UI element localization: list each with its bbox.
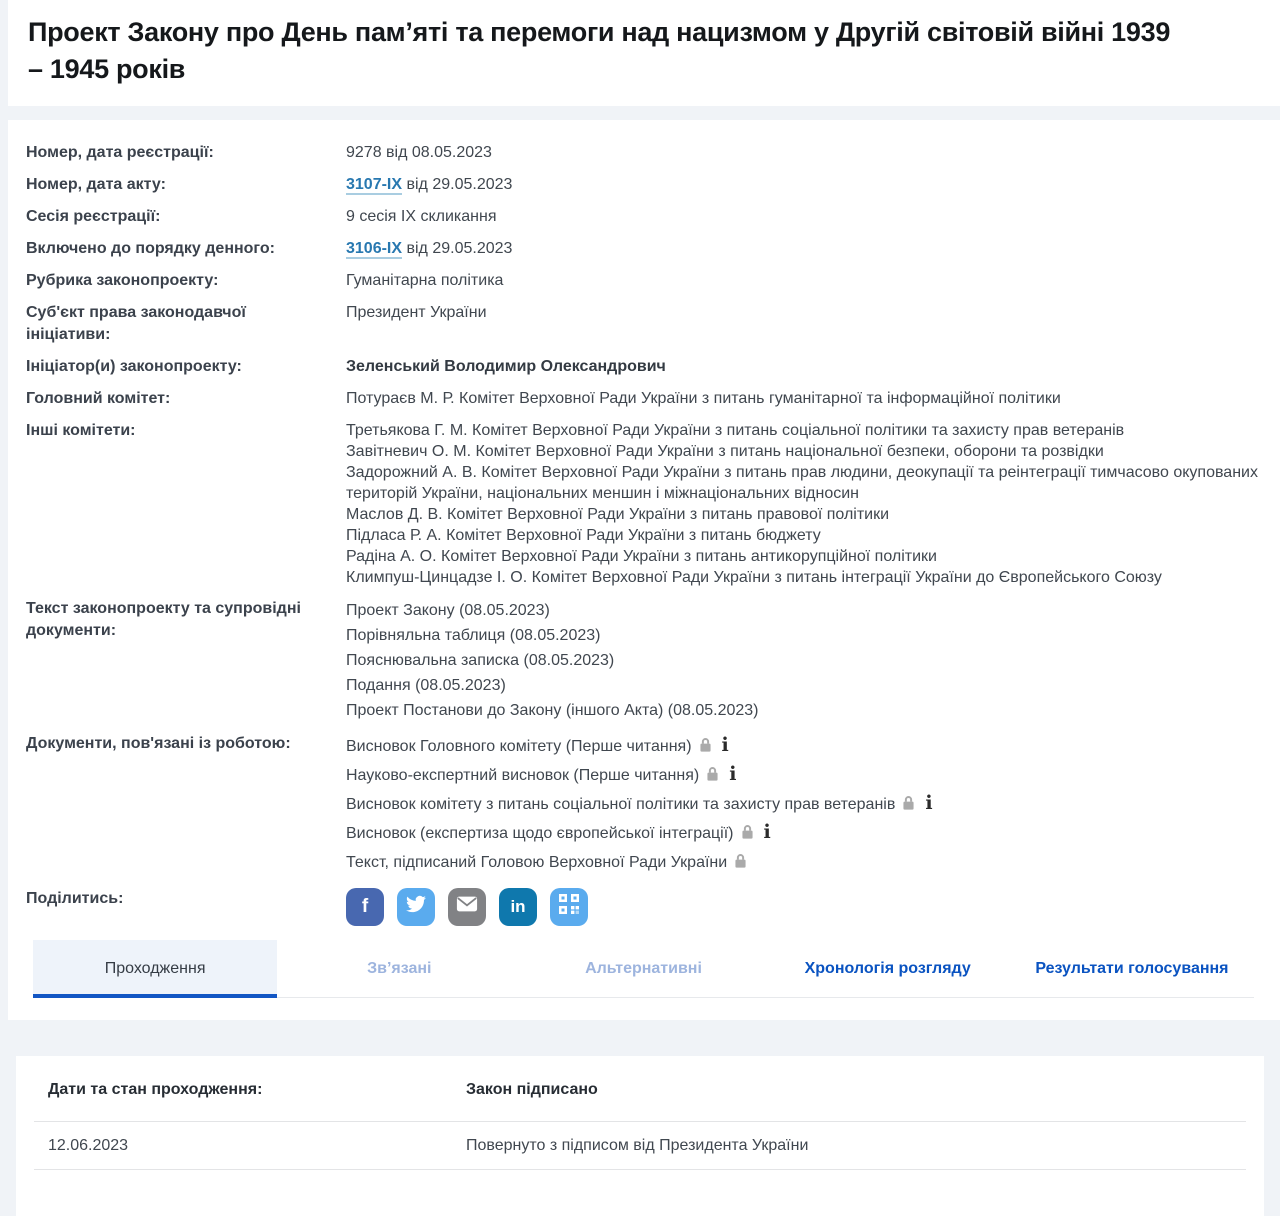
- document-link[interactable]: Пояснювальна записка (08.05.2023): [346, 652, 615, 669]
- row-date: 12.06.2023: [48, 1137, 129, 1154]
- document-link[interactable]: Проект Постанови до Закону (іншого Акта) (08.05.2023): [346, 702, 759, 719]
- lock-icon: [740, 822, 755, 849]
- field-label: Номер, дата реєстрації:: [26, 144, 214, 161]
- field-label: Головний комітет:: [26, 390, 171, 407]
- share-buttons: [346, 888, 588, 926]
- table-divider: [34, 1169, 1246, 1170]
- detail-row-other-committees: [26, 420, 1260, 588]
- linkedin-icon: in: [510, 897, 526, 916]
- detail-row-registration: [26, 142, 1260, 164]
- page-title: Проект Закону про День пам’яті та перемоги над нацизмом у Другій світовій війні 1939 – 1945 років: [28, 17, 1171, 84]
- detail-row-session: [26, 206, 1260, 228]
- act-number-link[interactable]: 3107-IX: [346, 176, 403, 193]
- share-section: [26, 888, 1260, 926]
- detail-row-main-committee: [26, 388, 1260, 410]
- lock-icon: [698, 735, 713, 762]
- field-label: Ініціатор(и) законопроекту:: [26, 358, 242, 375]
- lock-icon: [705, 764, 720, 791]
- field-label: Рубрика законопроекту:: [26, 272, 219, 289]
- related-documents-list: [346, 733, 1260, 878]
- tab-alternatyvni[interactable]: [521, 940, 765, 997]
- related-document-link[interactable]: Текст, підписаний Головою Верховної Ради України: [346, 854, 728, 871]
- field-value: 9278 від 08.05.2023: [346, 144, 492, 161]
- twitter-icon: [406, 894, 426, 920]
- bill-details-section: [8, 120, 1280, 1020]
- field-label: Суб'єкт права законодавчої ініціативи:: [26, 304, 246, 343]
- share-twitter-button[interactable]: [397, 888, 435, 926]
- related-document-link[interactable]: Висновок Головного комітету (Перше читання): [346, 738, 692, 755]
- field-value: Президент України: [346, 304, 487, 321]
- field-label: Поділитись:: [26, 890, 124, 907]
- info-icon[interactable]: i: [729, 763, 737, 785]
- detail-row-related-documents: [26, 733, 1260, 878]
- share-facebook-button[interactable]: [346, 888, 384, 926]
- detail-row-initiator: [26, 356, 1260, 378]
- documents-list: [346, 598, 1260, 723]
- agenda-number-link[interactable]: 3106-IX: [346, 240, 403, 257]
- related-document: [346, 820, 1260, 849]
- detail-row-agenda: [26, 238, 1260, 260]
- tab-zviazani[interactable]: [277, 940, 521, 997]
- row-status: Повернуто з підписом від Президента України: [466, 1137, 809, 1154]
- related-document: [346, 791, 1260, 820]
- committee-item: Третьякова Г. М. Комітет Верховної Ради України з питань соціальної політики та захисту прав ветеранів: [346, 422, 1125, 439]
- field-label: Текст законопроекту та супровідні документи:: [26, 600, 301, 639]
- email-icon: [456, 895, 478, 919]
- section-divider: [0, 1020, 1280, 1056]
- tab-bar: [33, 940, 1254, 998]
- act-date: від 29.05.2023: [402, 176, 513, 193]
- document-link[interactable]: Проект Закону (08.05.2023): [346, 602, 550, 619]
- field-value: [346, 238, 1260, 260]
- other-committees-list: [346, 420, 1260, 588]
- detail-row-act: [26, 174, 1260, 196]
- main-committee-value: Потураєв М. Р. Комітет Верховної Ради України з питань гуманітарної та інформаційної політики: [346, 390, 1061, 407]
- tab-prohodzhennia[interactable]: [33, 940, 277, 997]
- table-header-status: Закон підписано: [466, 1081, 598, 1098]
- tab-label: Зв’язані: [367, 959, 432, 977]
- tab-label: Проходження: [104, 959, 206, 977]
- tab-label: Альтернативні: [585, 959, 702, 977]
- share-linkedin-button[interactable]: [499, 888, 537, 926]
- committee-item: Завітневич О. М. Комітет Верховної Ради України з питань національної безпеки, оборони та розвідки: [346, 443, 1104, 460]
- section-divider: [0, 106, 1280, 120]
- progress-table: [16, 1056, 1264, 1216]
- title-section: [8, 0, 1280, 106]
- tab-khronolohiia[interactable]: [766, 940, 1010, 997]
- tab-rezultaty-holosuvannia[interactable]: [1010, 940, 1254, 997]
- lock-icon: [901, 793, 916, 820]
- facebook-icon: f: [361, 896, 369, 917]
- field-value: [346, 174, 1260, 196]
- field-label: Сесія реєстрації:: [26, 208, 161, 225]
- agenda-date: від 29.05.2023: [402, 240, 513, 257]
- detail-row-subject: [26, 302, 1260, 346]
- field-value: Гуманітарна політика: [346, 272, 504, 289]
- related-document-link[interactable]: Висновок (експертиза щодо європейської інтеграції): [346, 825, 734, 842]
- tab-label: Результати голосування: [1035, 959, 1229, 977]
- tab-label: Хронологія розгляду: [804, 959, 971, 977]
- committee-item: Маслов Д. В. Комітет Верховної Ради України з питань правової політики: [346, 506, 890, 523]
- info-icon[interactable]: i: [721, 734, 729, 756]
- document-link[interactable]: Подання (08.05.2023): [346, 677, 506, 694]
- committee-item: Підласа Р. А. Комітет Верховної Ради України з питань бюджету: [346, 527, 821, 544]
- field-label: Інші комітети:: [26, 422, 136, 439]
- info-icon[interactable]: i: [763, 821, 771, 843]
- qr-code-icon: [558, 893, 580, 921]
- related-document-link[interactable]: Висновок комітету з питань соціальної політики та захисту прав ветеранів: [346, 796, 896, 813]
- share-email-button[interactable]: [448, 888, 486, 926]
- committee-item: Радіна А. О. Комітет Верховної Ради України з питань антикорупційної політики: [346, 548, 937, 565]
- field-label: Номер, дата акту:: [26, 176, 166, 193]
- share-qr-button[interactable]: [550, 888, 588, 926]
- detail-row-documents: [26, 598, 1260, 723]
- field-label: Включено до порядку денного:: [26, 240, 275, 257]
- table-row: [16, 1122, 1264, 1169]
- detail-row-rubric: [26, 270, 1260, 292]
- committee-item: Климпуш-Цинцадзе І. О. Комітет Верховної Ради України з питань інтеграції України до Європейського Союзу: [346, 569, 1162, 586]
- committee-item: Задорожний А. В. Комітет Верховної Ради України з питань прав людини, деокупації та реінтеграції тимчасово окупованих територій України, національних меншин і міжнаціональних відносин: [346, 464, 1258, 502]
- field-label: Документи, пов'язані із роботою:: [26, 735, 291, 752]
- lock-icon: [733, 851, 748, 878]
- related-document: [346, 849, 1260, 878]
- info-icon[interactable]: i: [925, 792, 933, 814]
- field-value: 9 сесія IX скликання: [346, 208, 497, 225]
- initiator-name: Зеленський Володимир Олександрович: [346, 358, 666, 375]
- related-document: [346, 733, 1260, 762]
- table-header-dates: Дати та стан проходження:: [48, 1081, 263, 1098]
- related-document: [346, 762, 1260, 791]
- table-header-row: [16, 1081, 1264, 1121]
- document-link[interactable]: Порівняльна таблиця (08.05.2023): [346, 627, 601, 644]
- related-document-link[interactable]: Науково-експертний висновок (Перше читання): [346, 767, 700, 784]
